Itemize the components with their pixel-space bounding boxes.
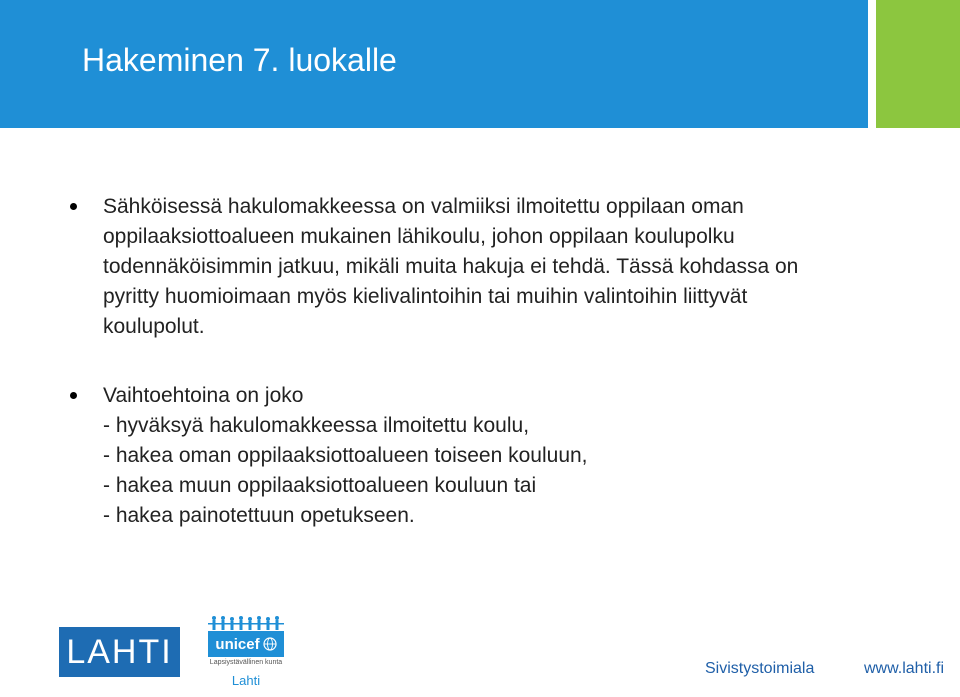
unicef-logo (208, 615, 284, 697)
bullet-line: - hyväksyä hakulomakkeessa ilmoitettu koulu, (103, 414, 530, 437)
bullet-line: koulupolut. (103, 315, 205, 338)
bullet-line: oppilaaksiottoalueen mukainen lähikoulu, johon oppilaan koulupolku (103, 225, 735, 248)
globe-icon (263, 637, 277, 651)
bullet-line: Sähköisessä hakulomakkeessa on valmiiksi ilmoitettu oppilaan oman (103, 195, 744, 218)
unicef-city: Lahti (231, 673, 261, 688)
footer-url-link[interactable]: www.lahti.fi (864, 660, 945, 677)
unicef-badge (208, 631, 284, 657)
bullet-line: Vaihtoehtoina on joko (103, 384, 304, 407)
accent-bar (876, 0, 960, 128)
people-figures-icon (208, 615, 284, 631)
lahti-logo-text: LAHTI (66, 632, 173, 671)
unicef-subtitle: Lapsiystävällinen kunta (209, 659, 283, 666)
bullet-line: - hakea painotettuun opetukseen. (103, 504, 415, 527)
bullet-item (70, 381, 930, 531)
bullet-dot-icon (70, 392, 77, 399)
bullet-text (103, 192, 930, 342)
title-banner (0, 0, 868, 128)
footer-department: Sivistystoimiala (705, 660, 815, 677)
lahti-logo (59, 627, 180, 677)
bullet-text (103, 381, 930, 531)
bullet-line: - hakea oman oppilaaksiottoalueen toiseen kouluun, (103, 444, 588, 467)
unicef-wordmark: unicef (215, 635, 260, 653)
bullet-dot-icon (70, 203, 77, 210)
bullet-item (70, 192, 930, 342)
bullet-line: pyritty huomioimaan myös kielivalintoihin tai muihin valintoihin liittyvät (103, 285, 748, 308)
bullet-line: todennäköisimmin jatkuu, mikäli muita hakuja ei tehdä. Tässä kohdassa on (103, 255, 799, 278)
bullet-line: - hakea muun oppilaaksiottoalueen kouluun tai (103, 474, 537, 497)
slide-title: Hakeminen 7. luokalle (82, 42, 397, 78)
